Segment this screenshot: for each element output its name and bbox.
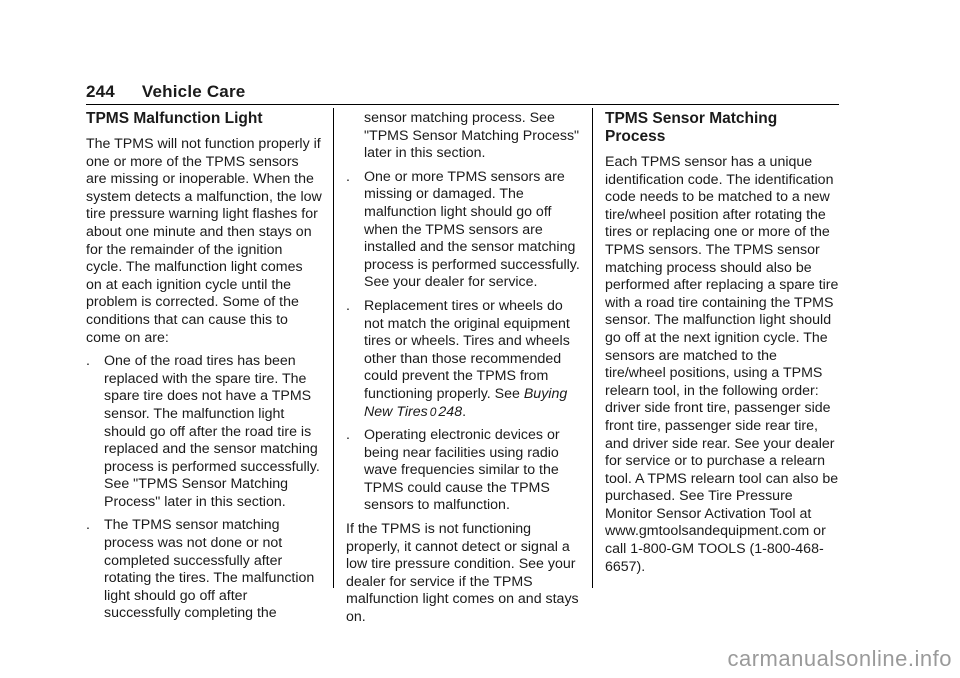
body-paragraph: Each TPMS sensor has a unique identification code. The identification code needs to be matched to a new tire/wheel position after rotating the tires or replacing one or more of the TPMS sensors. The TPMS sensor matching process should also be performed after replacing a spare tire with a road tire containing the TPMS sensor. The malfunction light should go off at the next ignition cycle. The sensors are matched to the tire/wheel positions, using a TPMS relearn tool, in the following order: driver side front tire, passenger side front tire, passenger side rear tire, and driver side rear. See your dealer for service or to purchase a relearn tool. A TPMS relearn tool can also be purchased. See Tire Pressure Monitor Sensor Activation Tool at www.gmtoolsandequipment.com or call 1-800-GM TOOLS (1-800-468-6657).: [605, 154, 839, 575]
watermark: carmanualsonline.info: [727, 646, 952, 671]
link-text: Buying New Tires: [364, 385, 568, 420]
bullet-marker: .: [346, 297, 350, 314]
bullet-text: Operating electronic devices or being near facilities using radio wave frequencies similar to the TPMS could cause the TPMS sensors to malfunction.: [364, 427, 560, 514]
bullet-marker: .: [346, 168, 350, 185]
bullet-text: One or more TPMS sensors are missing or damaged. The malfunction light should go off when the TPMS sensors are installed and the sensor matching process is performed successfully. See your dealer for service.: [364, 168, 580, 291]
bullet-text: Replacement tires or wheels do not match the original equipment tires or wheels. Tires and wheels other than those recommended could prevent the TPMS from functioning properly. See: [364, 297, 570, 402]
page-ref-arrow-icon: 0: [429, 404, 437, 419]
column-1: [86, 110, 322, 629]
link-page: 248: [438, 403, 463, 420]
closing-paragraph: If the TPMS is not functioning properly, it cannot detect or signal a low tire pressure condition. See your dealer for service if the TPMS malfunction light comes on and stays on.: [346, 521, 579, 626]
page-header: [86, 82, 245, 102]
page-number: 244: [86, 82, 115, 101]
column-3: [605, 110, 841, 582]
bullet-marker: .: [86, 353, 90, 370]
list-item: [346, 169, 582, 292]
column-divider-left: [333, 108, 334, 588]
header-rule: [86, 104, 839, 105]
bullet-marker: .: [346, 427, 350, 444]
bullet-text: The TPMS sensor matching process was not done or not completed successfully after rotating the tires. The malfunction light should go off after successfully completing the: [104, 517, 315, 622]
bullet-text: One of the road tires has been replaced with the spare tire. The spare tire does not have a TPMS sensor. The malfunction light should go off after the road tire is replaced and the sensor matching process is performed successfully. See "TPMS Sensor Matching Process" later in this section.: [104, 353, 320, 510]
column-2: [346, 110, 582, 633]
intro-paragraph: The TPMS will not function properly if one or more of the TPMS sensors are missing or inoperable. When the system detects a malfunction, the low tire pressure warning light flashes for about one minute and then stays on for the remainder of the ignition cycle. The malfunction light comes on at each ignition cycle until the problem is corrected. Some of the conditions that can cause this to come on are:: [86, 136, 322, 346]
bullet-end: .: [462, 403, 467, 420]
bullet-continuation: sensor matching process. See "TPMS Sensor Matching Process" later in this section.: [364, 110, 580, 162]
list-item: [346, 298, 582, 421]
heading-tpms-malfunction-light: TPMS Malfunction Light: [86, 110, 263, 127]
heading-tpms-sensor-matching-process: TPMS Sensor Matching Process: [605, 110, 778, 145]
bullet-marker: .: [86, 517, 90, 534]
section-title: Vehicle Care: [141, 82, 246, 101]
list-item: [346, 427, 582, 515]
column-divider-right: [592, 108, 593, 588]
list-item: [86, 517, 322, 623]
list-item: [86, 353, 322, 511]
